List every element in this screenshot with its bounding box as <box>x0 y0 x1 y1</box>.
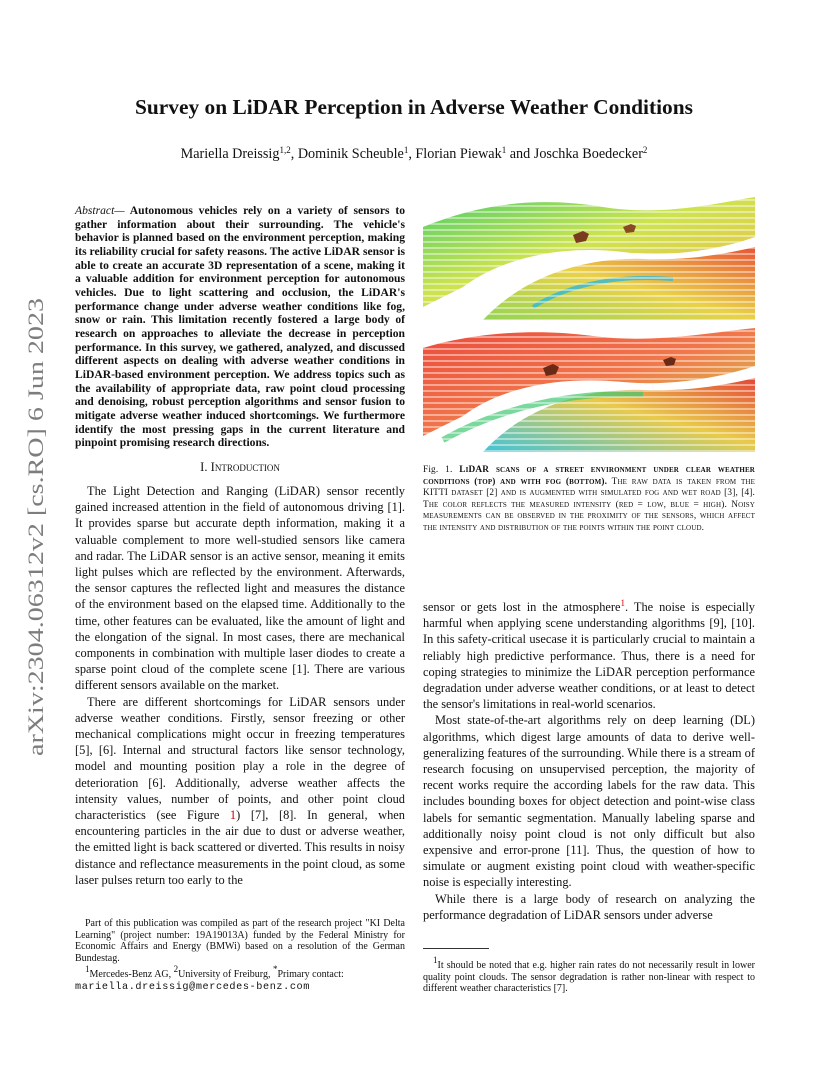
abstract-lead: Abstract— <box>75 204 125 217</box>
caption-dataset-name: KITTI <box>423 488 449 498</box>
author-affiliation-mark: 1 <box>501 145 507 155</box>
footnote-mark: 1 <box>85 964 90 975</box>
author-list <box>0 145 828 163</box>
author-affiliation-mark: 2 <box>642 145 648 155</box>
abstract <box>75 204 405 450</box>
caption-text: The raw data is taken from the <box>607 476 756 487</box>
paragraph: The Light Detection and Ranging (LiDAR) sensor recently gained increased attention in the field of autonomous driving [1]. It provides sparse but accurate depth information, making it a valuable complement to more well-studied sensors like camera and radar. The LiDAR sensor is an active sensor, meaning it emits light pulses which are reflected by the environment. Afterwards, the sensor captures the reflected light and measures the distance of the environment based on the elapsed time. Additionally to the time, other features can be evaluated, like the amount of light and the elongation of the signal. In most cases, there are mechanical components in combination with multiple laser diodes to create a sparse point cloud of the complete scene [1]. There are various different sensors available on the market. <box>75 484 405 693</box>
contact-email-line <box>75 981 405 994</box>
footnote-mark: 1 <box>433 955 438 965</box>
left-column-body <box>75 483 405 888</box>
paper-title: Survey on LiDAR Perception in Adverse Weather Conditions <box>135 95 693 119</box>
author-separator: , <box>408 146 416 162</box>
author-name: Dominik Scheuble <box>297 146 404 162</box>
author-affiliation-mark: 1 <box>403 145 409 155</box>
funding-footnote <box>75 918 405 994</box>
affiliation-note <box>75 964 405 981</box>
caption-bold-text: LiDAR scans of a street environment under clear weather conditions (top) and with fog (bottom). <box>423 465 755 487</box>
abstract-body: Autonomous vehicles rely on a variety of sensors to gather information about their surrounding. The vehicle's behavior is planned based on the environment perception, making its reliability crucial for safety reasons. The active LiDAR sensor is able to create an accurate 3D representation of a scene, making it a valuable addition for environment perception for autonomous vehicles. Due to light scattering and occlusion, the LiDAR's performance change under adverse weather conditions like fog, snow or rain. This limitation recently fostered a large body of research on approaches to alleviate the decrease in perception performance. In this survey, we gathered, analyzed, and discussed different aspects on dealing with adverse weather conditions in LiDAR-based environment perception. We address topics such as the availability of appropriate data, raw point cloud processing and denoising, robust perception algorithms and sensor fusion to mitigate adverse weather induced shortcomings. We furthermore identify the most pressing gaps in the current literature and pinpoint promising research directions. <box>75 204 405 450</box>
figure-label: Fig. 1. <box>423 465 453 475</box>
author-name: Joschka Boedecker <box>533 146 643 162</box>
paragraph-text: There are different shortcomings for LiDAR sensors under adverse weather conditions. Firstly, sensor freezing or other mechanical complications might occur in freezing temperatures [5], [6]. Internal and structural factors like sensor technology, model and mounting position play a role in the degree of deterioration [6]. Additionally, adverse weather affects the intensity values, number of points, and other point cloud characteristics (see Figure <box>75 694 405 823</box>
section-number: I. <box>200 460 211 474</box>
right-column-body <box>423 595 755 923</box>
figure-reference-link[interactable]: 1 <box>229 808 237 823</box>
paragraph: Most state-of-the-art algorithms rely on deep learning (DL) algorithms, which digest large amounts of data to derive well-generalizing features of the surrounding. While there is a stream of research focusing on unsupervised perception, the majority of recent works require the according labels for the raw data. This includes bounding boxes for object detection and point-wise class labels for semantic segmentation. Manually labeling sparse and additionally noisy point cloud is not only difficult but also expensive and error-prone [11]. Thus, the question of how to simulate or augment existing point cloud with weather-specific noise is especially interesting. <box>423 713 755 890</box>
paragraph <box>75 694 405 888</box>
weather-footnote <box>423 955 755 995</box>
lidar-scan-clear-weather-image <box>423 197 755 320</box>
contact-label: Primary contact: <box>277 969 344 981</box>
paragraph-text: . The noise is especially harmful when applying scene understanding algorithms [9], [10]. In this safety-critical usecase it is particularly crucial to maintain a reliably high predictive performance. Thus, there is a need for coping strategies to minimize the LiDAR perception performance degradation under adverse weather conditions, or at least to detect the sensor's limitations in real-world scenarios. <box>423 600 755 712</box>
lidar-scan-fog-image <box>423 328 755 452</box>
author-name: Florian Piewak <box>415 146 502 162</box>
footnote-reference-link[interactable]: 1 <box>620 598 626 608</box>
section-heading-introduction <box>75 460 405 475</box>
footnote-mark: 2 <box>173 964 179 975</box>
arxiv-identifier-stamp <box>22 296 50 756</box>
footnote-rule <box>423 948 489 949</box>
author-separator: , <box>290 146 298 162</box>
affiliation-text: University of Freiburg, <box>178 969 273 981</box>
paragraph-text: ) [7], [8]. In general, when encountering particles in the air due to dust or adverse weather, the emitted light is back scattered or diverted. This results in noisy distance and reflectance measurements in the point cloud, as some laser pulses return too early to the <box>75 808 405 887</box>
figure-caption <box>423 465 755 534</box>
paragraph <box>423 595 755 712</box>
footnote-mark: * <box>272 964 278 975</box>
arxiv-identifier-text: arXiv:2304.06312v2 [cs.RO] 6 Jun 2023 <box>23 388 48 756</box>
author-separator: and <box>506 146 534 162</box>
caption-text: dataset [2] and is augmented with simulated fog and wet road [3], [4]. The color reflects the measured intensity (red = low, blue = high). Noisy measurements can be observed in the proximity of the sensors, which affect the intensity and distribution of the points within the point cloud. <box>423 488 755 533</box>
funding-note: Part of this publication was compiled as part of the research project "KI Delta Learning" (project number: 19A19013A) funded by the Federal Ministry for Economic Affairs and Energy (BMWi) based on a resolution of the German Bundestag. <box>75 918 405 964</box>
author-name: Mariella Dreissig <box>180 146 280 162</box>
section-title: Introduction <box>210 460 280 474</box>
author-affiliation-mark: 1,2 <box>279 145 291 155</box>
affiliation-text: Mercedes-Benz AG, <box>89 969 174 981</box>
paragraph-text: sensor or gets lost in the atmosphere <box>423 600 621 614</box>
footnote-body: It should be noted that e.g. higher rain rates do not necessarily result in lower quality point clouds. The sensor degradation is rather non-linear with respect to different weather characteristics [7]. <box>423 960 755 995</box>
contact-email[interactable]: mariella.dreissig@mercedes-benz.com <box>75 981 310 993</box>
paragraph: While there is a large body of research on analyzing the performance degradation of LiDAR sensors under adverse <box>423 891 755 922</box>
footnote-text <box>423 955 755 995</box>
